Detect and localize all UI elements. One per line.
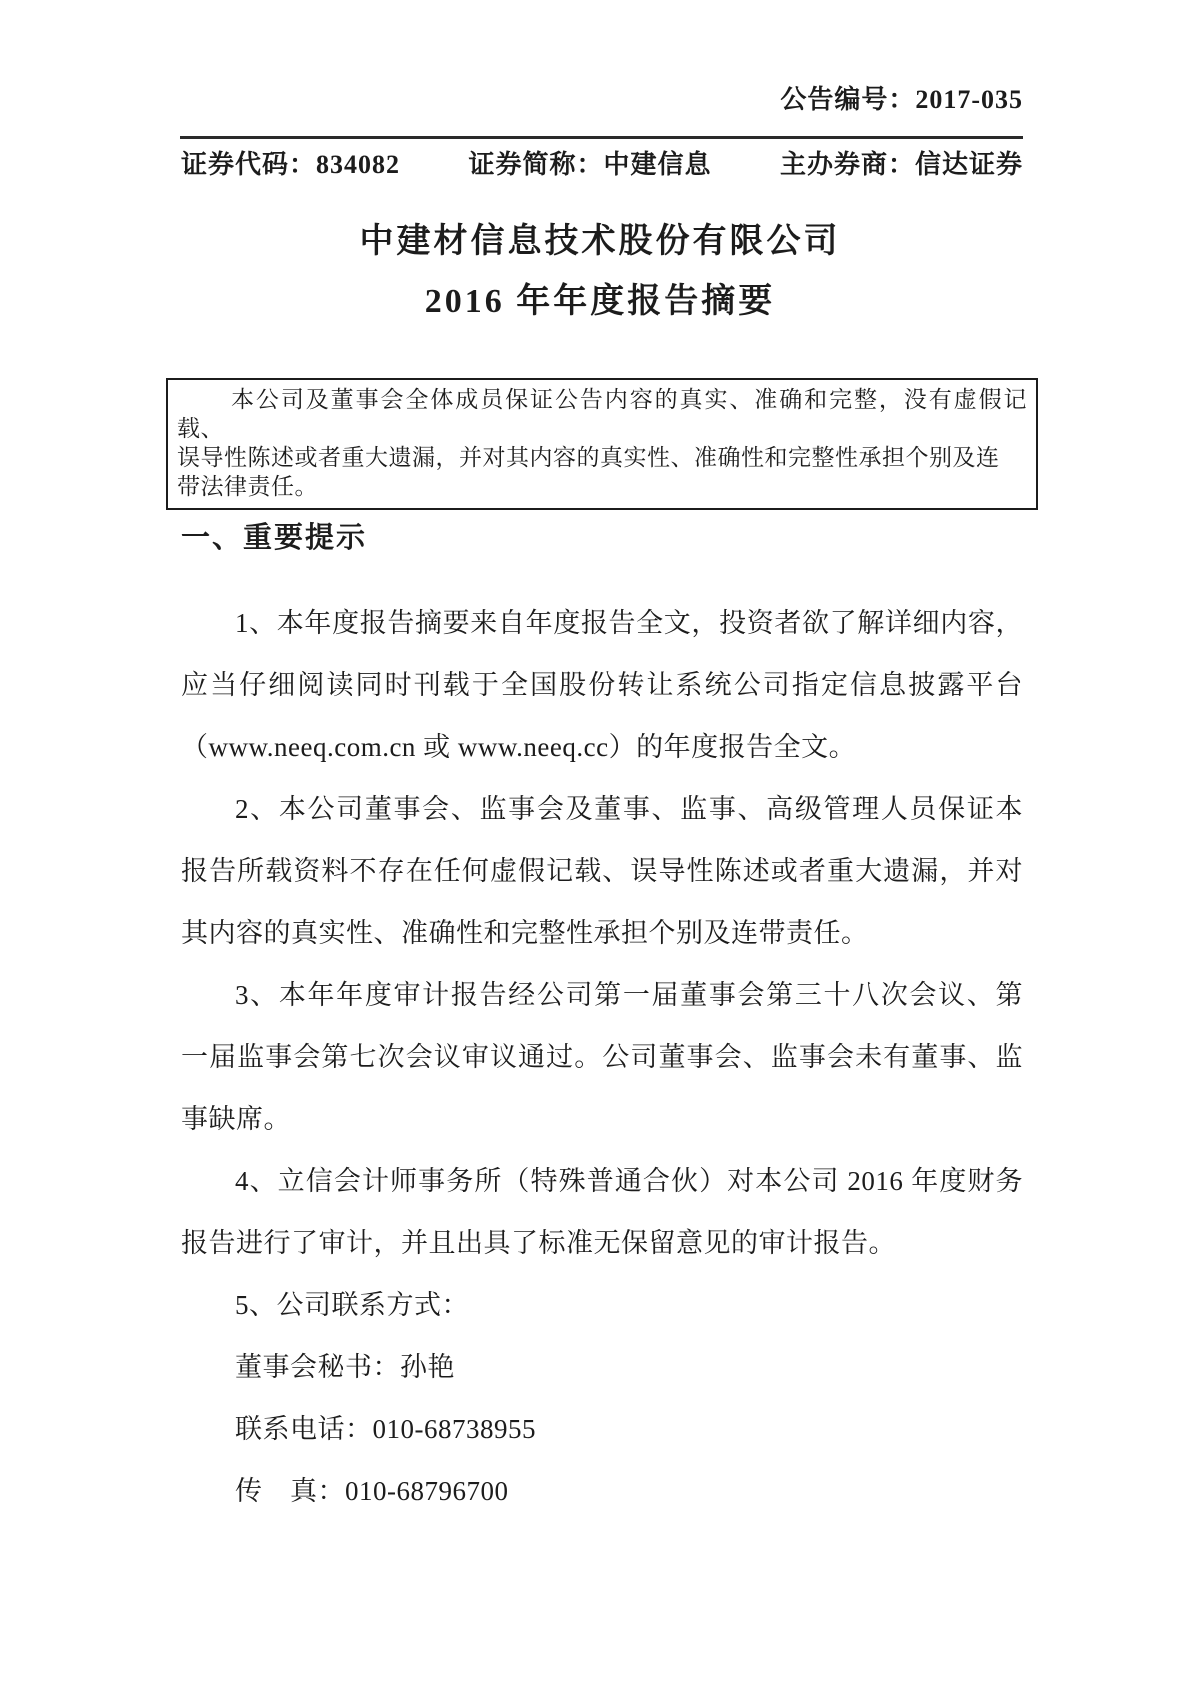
paragraph-line: 2、本公司董事会、监事会及董事、监事、高级管理人员保证本: [235, 794, 1023, 824]
report-subtitle: 2016 年年度报告摘要: [424, 283, 776, 320]
paragraph-line: 5、公司联系方式：: [235, 1290, 469, 1320]
disclaimer-line: 本公司及董事会全体成员保证公告内容的真实、准确和完整，没有虚假记载、: [177, 387, 1027, 441]
paragraph-line: 其内容的真实性、准确性和完整性承担个别及连带责任。: [181, 918, 869, 948]
securities-header-row: [181, 150, 1023, 180]
paragraph-line: 报告进行了审计，并且出具了标准无保留意见的审计报告。: [181, 1228, 896, 1258]
important-notice-body: [181, 592, 1023, 1522]
disclaimer-line: 带法律责任。: [177, 474, 318, 499]
disclaimer-line: 误导性陈述或者重大遗漏，并对其内容的真实性、准确性和完整性承担个别及连: [177, 445, 1000, 470]
fax-line: 传 真：010-68796700: [235, 1476, 509, 1506]
paragraph-line: 一届监事会第七次会议审议通过。公司董事会、监事会未有董事、监: [181, 1042, 1023, 1072]
stock-short-name: 证券简称：中建信息: [468, 150, 712, 179]
stock-code: 证券代码：834082: [181, 150, 401, 179]
paragraph-line: 应当仔细阅读同时刊载于全国股份转让系统公司指定信息披露平台: [181, 670, 1023, 700]
section-heading-important-notice: 一、重要提示: [181, 522, 368, 554]
announcement-number: 公告编号：2017-035: [780, 85, 1023, 114]
header-divider-rule: [180, 136, 1023, 139]
paragraph-line: 3、本年年度审计报告经公司第一届董事会第三十八次会议、第: [235, 980, 1023, 1010]
board-secretary-line: 董事会秘书：孙艳: [235, 1352, 455, 1382]
paragraph-line: 报告所载资料不存在任何虚假记载、误导性陈述或者重大遗漏，并对: [181, 856, 1023, 886]
phone-line: 联系电话：010-68738955: [235, 1414, 536, 1444]
company-title: 中建材信息技术股份有限公司: [359, 223, 841, 260]
lead-broker: 主办券商：信达证券: [779, 150, 1023, 179]
paragraph-line: 1、本年度报告摘要来自年度报告全文，投资者欲了解详细内容，: [235, 608, 1023, 638]
paragraph-line: （www.neeq.com.cn 或 www.neeq.cc）的年度报告全文。: [181, 732, 857, 762]
disclaimer-box: [166, 378, 1038, 510]
paragraph-line: 事缺席。: [181, 1104, 291, 1134]
paragraph-line: 4、立信会计师事务所（特殊普通合伙）对本公司 2016 年度财务: [235, 1166, 1023, 1196]
